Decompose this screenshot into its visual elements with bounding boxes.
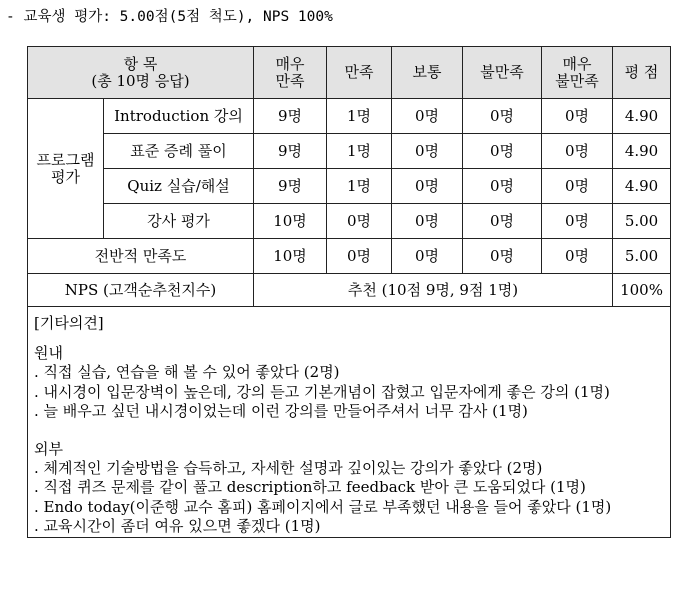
overall-row [28, 239, 671, 274]
external-comment: . 체계적인 기술방법을 습득하고, 자세한 설명과 깊이있는 강의가 좋았다 (2명) [34, 458, 543, 477]
program-evaluation-label: 프로그램 평가 [28, 99, 104, 239]
cell-satisfied: 1명 [327, 99, 392, 134]
header-satisfied: 만족 [327, 47, 392, 99]
internal-comment: . 늘 배우고 싶던 내시경이었는데 이런 강의를 만들어주셔서 너무 감사 (1명) [34, 402, 528, 420]
cell-satisfied: 1명 [327, 169, 392, 204]
header-very-satisfied: 매우 만족 [254, 47, 327, 99]
comments-title: [기타의견] [34, 314, 104, 332]
evaluation-table [27, 46, 671, 538]
cell-satisfied: 0명 [327, 239, 392, 274]
cell-score: 4.90 [613, 169, 671, 204]
row-label: Introduction 강의 [104, 99, 254, 134]
cell-very-satisfied: 9명 [254, 99, 327, 134]
internal-comment: . 내시경이 입문장벽이 높은데, 강의 듣고 기본개념이 잡혔고 입문자에게 좋은 강의 (1명) [34, 382, 610, 401]
cell-very-satisfied: 10명 [254, 239, 327, 274]
cell-very-dissatisfied: 0명 [542, 169, 613, 204]
cell-very-dissatisfied: 0명 [542, 134, 613, 169]
comments-row [28, 307, 671, 538]
cell-score: 4.90 [613, 99, 671, 134]
cell-score: 4.90 [613, 134, 671, 169]
internal-comment: . 직접 실습, 연습을 해 볼 수 있어 좋았다 (2명) [34, 363, 340, 381]
row-label: 표준 증례 풀이 [104, 134, 254, 169]
header-score: 평 점 [613, 47, 671, 99]
cell-neutral: 0명 [392, 239, 463, 274]
header-row [28, 47, 671, 99]
nps-recommend: 추천 (10점 9명, 9점 1명) [254, 274, 613, 307]
table-row [28, 204, 671, 239]
cell-neutral: 0명 [392, 169, 463, 204]
header-very-dissatisfied: 매우 불만족 [542, 47, 613, 99]
cell-very-dissatisfied: 0명 [542, 204, 613, 239]
header-neutral: 보통 [392, 47, 463, 99]
cell-dissatisfied: 0명 [463, 99, 542, 134]
cell-dissatisfied: 0명 [463, 169, 542, 204]
row-label: 강사 평가 [104, 204, 254, 239]
cell-dissatisfied: 0명 [463, 134, 542, 169]
cell-dissatisfied: 0명 [463, 239, 542, 274]
evaluation-heading: - 교육생 평가: 5.00점(5점 척도), NPS 100% [6, 9, 333, 25]
header-item: 항 목 (총 10명 응답) [28, 47, 254, 99]
overall-label: 전반적 만족도 [28, 239, 254, 274]
cell-satisfied: 1명 [327, 134, 392, 169]
cell-very-satisfied: 9명 [254, 169, 327, 204]
cell-score: 5.00 [613, 239, 671, 274]
table-row [28, 99, 671, 134]
nps-label: NPS (고객순추천지수) [28, 274, 254, 307]
row-label: Quiz 실습/해설 [104, 169, 254, 204]
external-title: 외부 [34, 439, 63, 458]
cell-neutral: 0명 [392, 99, 463, 134]
comments-cell [28, 307, 671, 538]
nps-row [28, 274, 671, 307]
cell-dissatisfied: 0명 [463, 204, 542, 239]
cell-very-satisfied: 10명 [254, 204, 327, 239]
cell-very-dissatisfied: 0명 [542, 99, 613, 134]
header-dissatisfied: 불만족 [463, 47, 542, 99]
table-row [28, 134, 671, 169]
internal-title: 원내 [34, 344, 63, 362]
cell-neutral: 0명 [392, 204, 463, 239]
external-comment: . Endo today(이준행 교수 홈피) 홈페이지에서 글로 부족했던 내용을 들어 좋았다 (1명) [34, 497, 612, 516]
cell-very-dissatisfied: 0명 [542, 239, 613, 274]
cell-score: 5.00 [613, 204, 671, 239]
table-row [28, 169, 671, 204]
cell-satisfied: 0명 [327, 204, 392, 239]
nps-score: 100% [613, 274, 671, 307]
external-comment: . 교육시간이 좀더 여유 있으면 좋겠다 (1명) [34, 517, 321, 535]
cell-neutral: 0명 [392, 134, 463, 169]
cell-very-satisfied: 9명 [254, 134, 327, 169]
external-comment: . 직접 퀴즈 문제를 같이 풀고 description하고 feedback 받아 큰 도움되었다 (1명) [34, 478, 586, 496]
